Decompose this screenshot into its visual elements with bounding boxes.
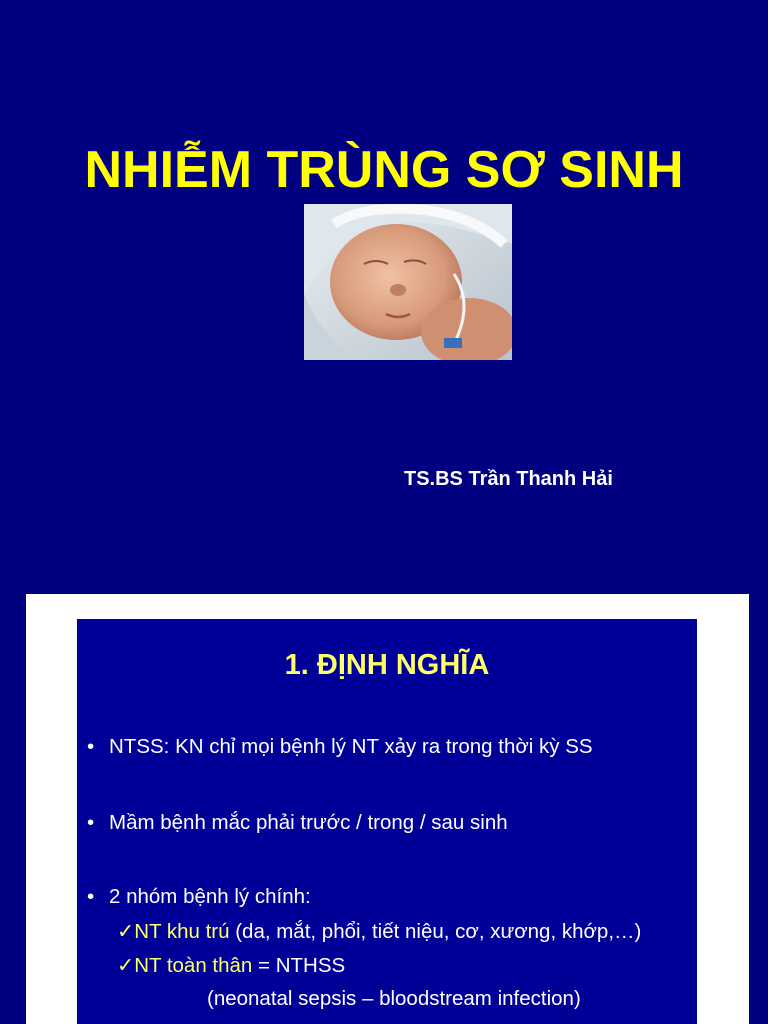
- bullet-icon: •: [87, 885, 95, 908]
- bullet-text: NTSS: KN chỉ mọi bệnh lý NT xảy ra trong thời kỳ SS: [109, 735, 593, 758]
- bullet-text: Mầm bệnh mắc phải trước / trong / sau sinh: [109, 811, 508, 834]
- sub-item-detail: (da, mắt, phổi, tiết niệu, cơ, xương, khớp,…): [229, 920, 642, 943]
- definition-slide: [77, 619, 697, 1024]
- author-name: TS.BS Trần Thanh Hải: [404, 468, 613, 490]
- bullet-icon: •: [87, 811, 95, 834]
- bullet-item: [87, 811, 508, 835]
- sub-item-label: NT khu trú: [134, 920, 230, 943]
- bullet-text: 2 nhóm bệnh lý chính:: [109, 885, 311, 908]
- slide-title: NHIỄM TRÙNG SƠ SINH: [84, 141, 684, 199]
- check-icon: ✓: [117, 920, 135, 943]
- bullet-item: [87, 735, 593, 759]
- bullet-icon: •: [87, 735, 95, 758]
- definition-title: 1. ĐỊNH NGHĨA: [284, 649, 490, 681]
- check-icon: ✓: [117, 954, 135, 977]
- newborn-photo: [304, 204, 512, 360]
- sub-item: [117, 919, 641, 944]
- sub-item-label: NT toàn thân: [134, 954, 253, 977]
- sepsis-note: (neonatal sepsis – bloodstream infection): [207, 987, 581, 1010]
- sub-item: [117, 953, 345, 978]
- bullet-item: [87, 885, 311, 909]
- sub-item-detail: = NTHSS: [252, 954, 346, 977]
